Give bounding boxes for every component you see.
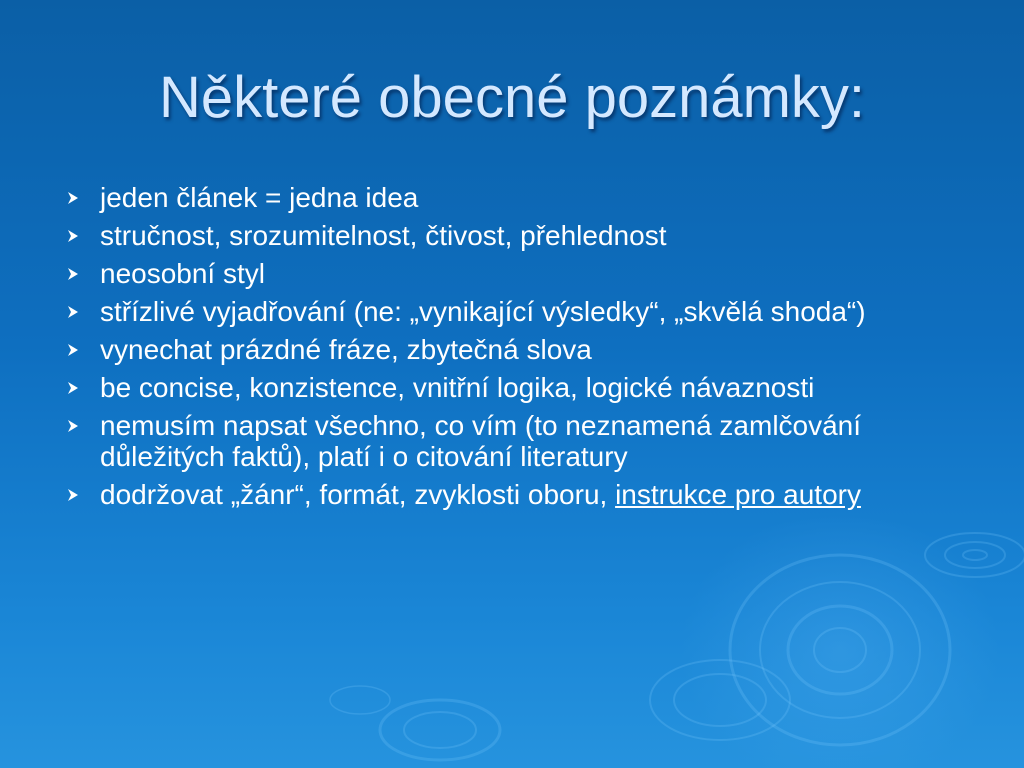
arrowhead-bullet-icon [66,267,80,281]
list-item [66,334,966,365]
list-item [66,296,966,327]
bullet-list [66,182,966,517]
bullet-text: střízlivé vyjadřování (ne: „vynikající výsledky“, „skvělá shoda“) [100,296,866,327]
list-item [66,372,966,403]
bullet-text: vynechat prázdné fráze, zbytečná slova [100,334,592,365]
bullet-text: dodržovat „žánr“, formát, zvyklosti oboru, [100,479,616,510]
bullet-text: neosobní styl [100,258,265,289]
arrowhead-bullet-icon [66,229,80,243]
bullet-text: nemusím napsat všechno, co vím (to neznamená zamlčování důležitých faktů), platí i o citování literatury [100,410,862,472]
bullet-text: jeden článek = jedna idea [100,182,419,213]
list-item [66,258,966,289]
slide-title: Některé obecné poznámky: [158,65,866,130]
arrowhead-bullet-icon [66,343,80,357]
arrowhead-bullet-icon [66,419,80,433]
bullet-text: stručnost, srozumitelnost, čtivost, přehlednost [100,220,667,251]
arrowhead-bullet-icon [66,488,80,502]
list-item [66,182,966,213]
arrowhead-bullet-icon [66,381,80,395]
author-instructions-link[interactable]: instrukce pro autory [615,479,861,510]
bullet-text: be concise, konzistence, vnitřní logika, logické návaznosti [100,372,815,403]
list-item [66,410,966,472]
arrowhead-bullet-icon [66,305,80,319]
list-item [66,479,966,510]
arrowhead-bullet-icon [66,191,80,205]
list-item [66,220,966,251]
